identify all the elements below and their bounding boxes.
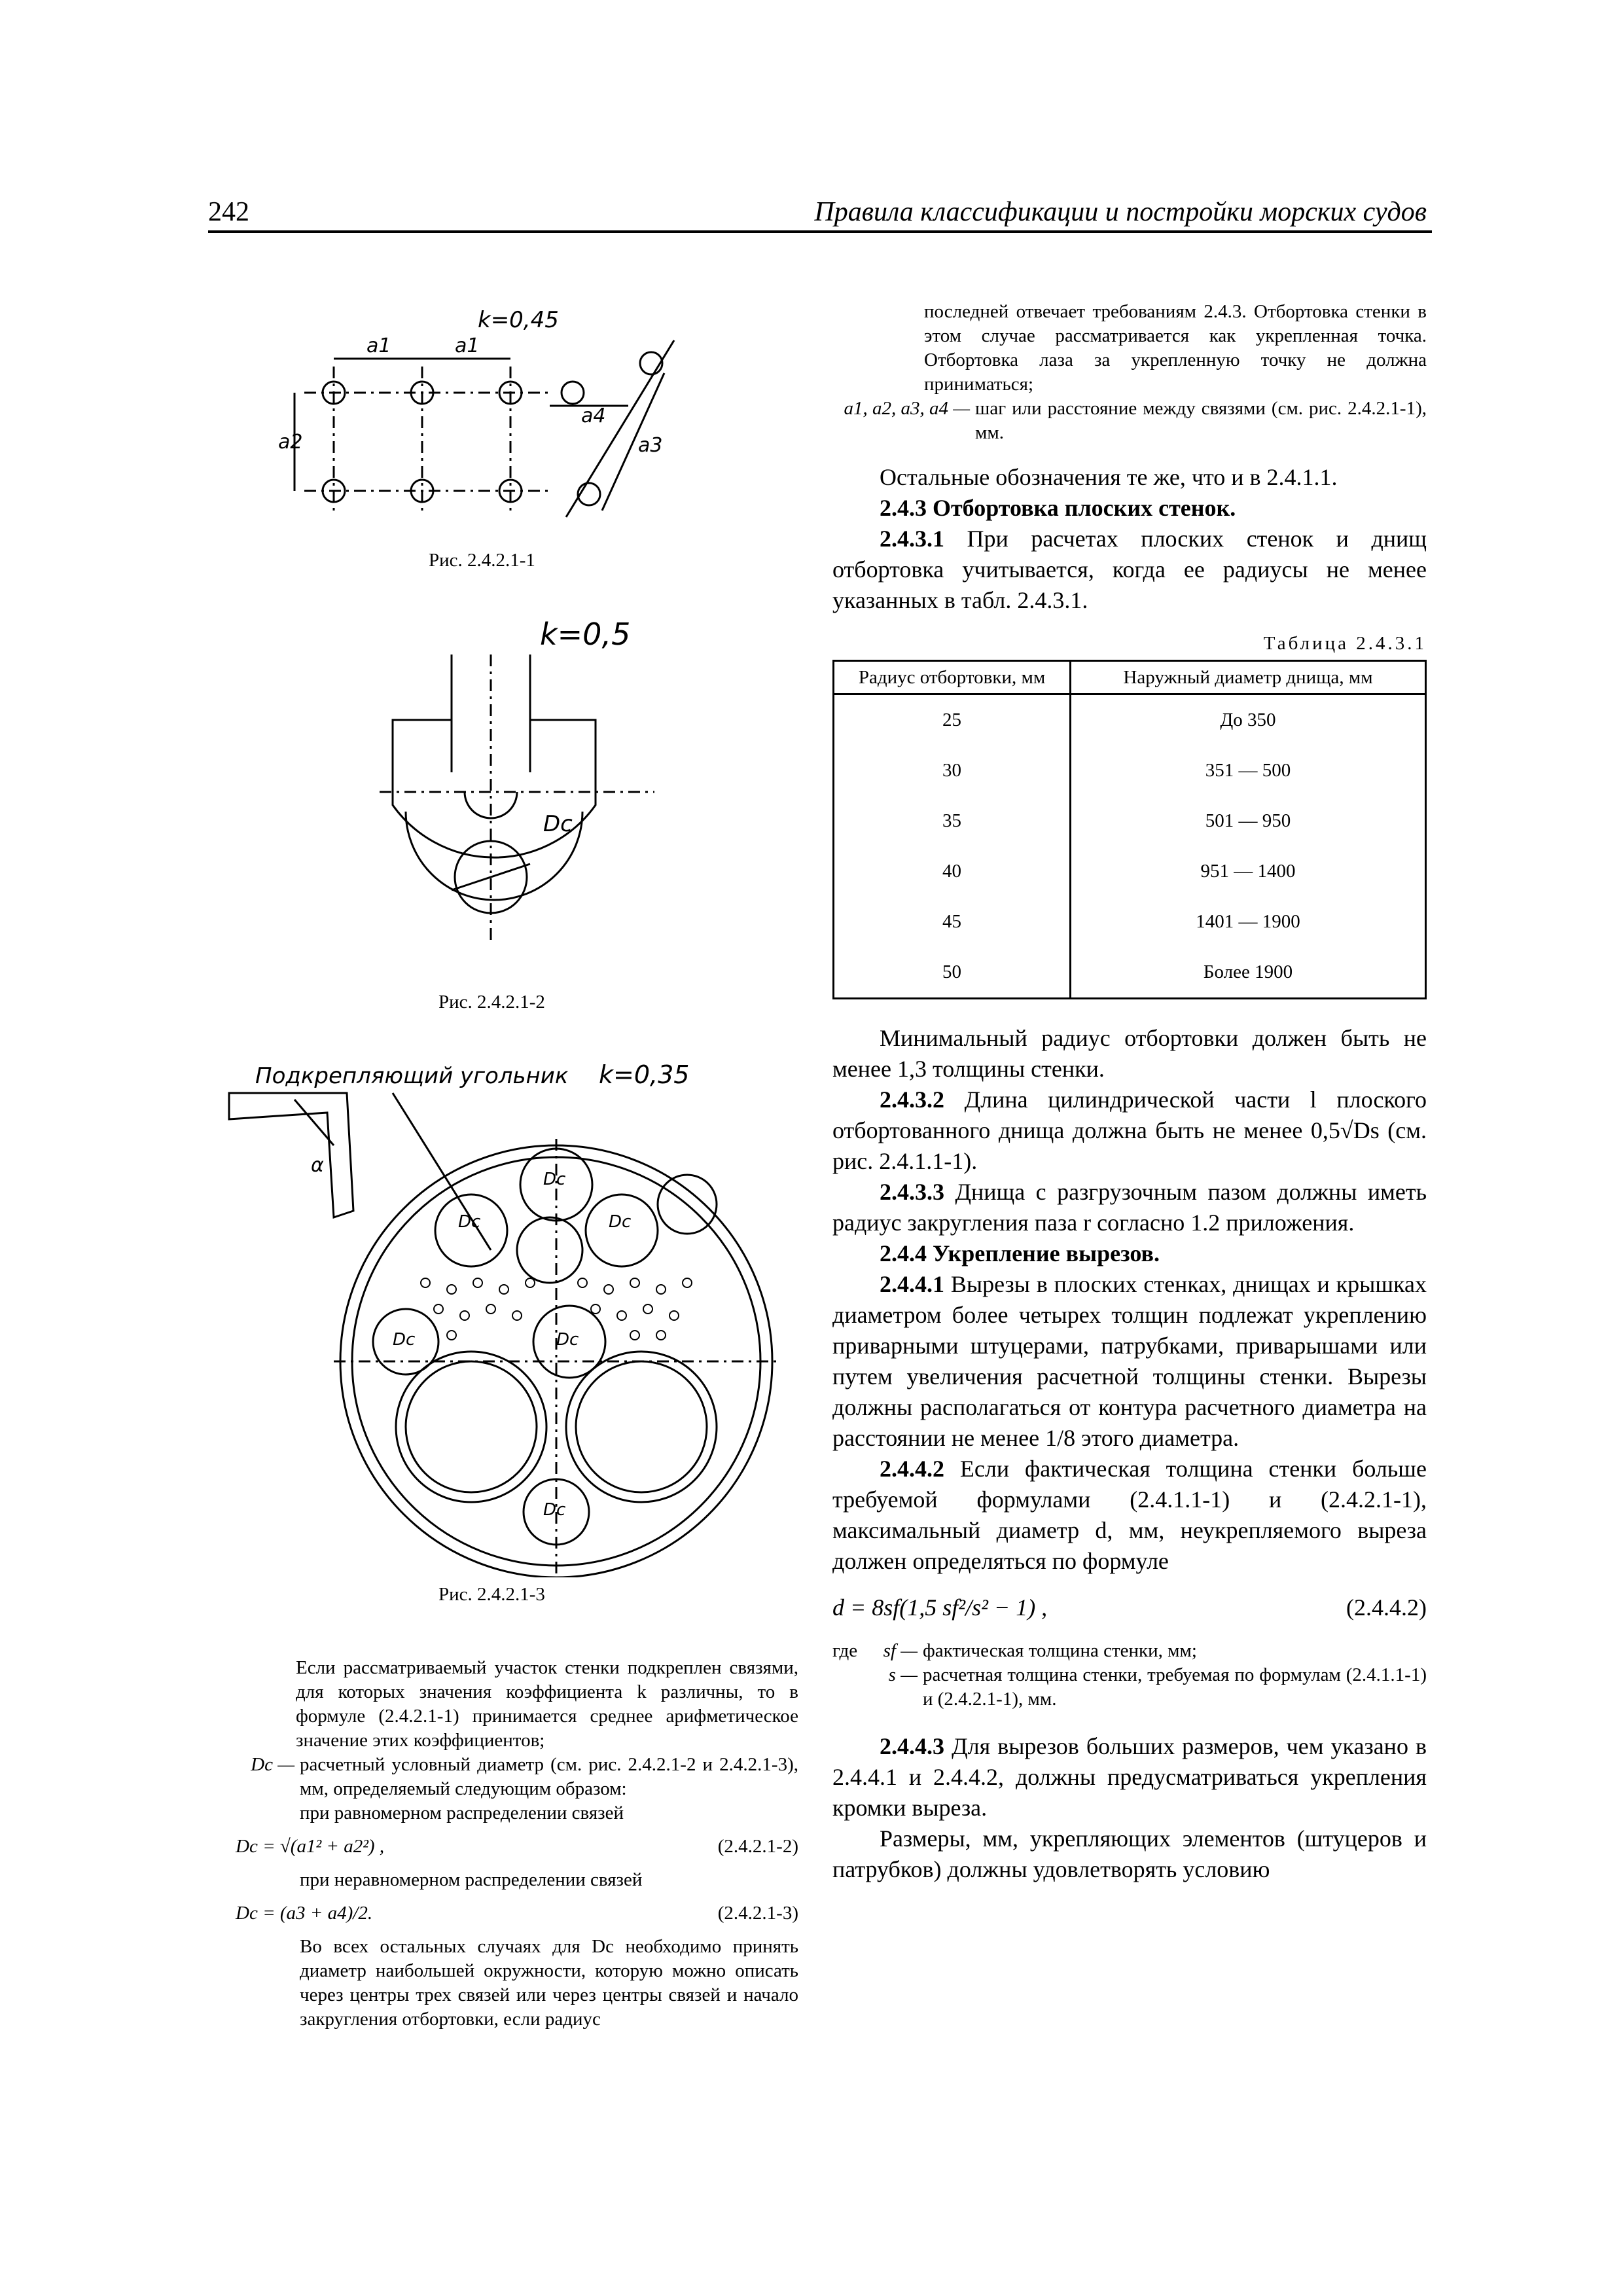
min-radius-text: Минимальный радиус отбортовки должен быть не менее 1,3 толщины стенки. <box>832 1025 1427 1082</box>
fig3-k-label: k=0,35 <box>599 1060 690 1089</box>
table-row <box>834 694 1426 746</box>
right-text-block <box>832 300 1427 1885</box>
para-2-4-4-1-text: Вырезы в плоских стенках, днищах и крышках диаметром более четырех толщин подлежат укреплению приварными штуцерами, патрубками, приварышами или путем увеличения расчетной толщины стенки. Вырезы должны располагаться от контура расчетного диаметра на расстоянии не менее 1/8 этого диаметра. <box>832 1271 1427 1451</box>
table-cell: До 350 <box>1071 694 1426 746</box>
table-row <box>834 846 1426 897</box>
sf-definition-text: фактическая толщина стенки, мм; <box>923 1640 1197 1661</box>
table-cell: 351 — 500 <box>1071 745 1426 796</box>
dc-symbol: Dc — <box>251 1754 294 1775</box>
fig3-alpha: α <box>311 1154 324 1177</box>
fig1-a3: a3 <box>638 434 663 457</box>
a-definition-text: шаг или расстояние между связями (см. рис. 2.4.2.1-1), мм. <box>975 398 1427 443</box>
para-2-4-4-2 <box>832 1454 1427 1577</box>
figure-2-4-2-1-1 <box>275 301 746 550</box>
para-2-4-3-2 <box>832 1085 1427 1177</box>
eq1-number: (2.4.2.1-2) <box>717 1836 798 1857</box>
other-notation: Остальные обозначения те же, что и в 2.4.1.1. <box>880 464 1338 490</box>
table-cell: 45 <box>834 897 1071 947</box>
table-cell: 951 — 1400 <box>1071 846 1426 897</box>
figure-2-4-2-1-3 <box>216 1054 792 1577</box>
fig3-dc-4: Dc <box>556 1330 579 1350</box>
a-symbols: a1, a2, a3, a4 — <box>844 398 970 419</box>
table-cell: 25 <box>834 694 1071 746</box>
fig1-a1-right: a1 <box>455 334 480 357</box>
para-2-4-3-1-text: При расчетах плоских стенок и днищ отбортовка учитывается, когда ее радиусы не менее указанных в табл. 2.4.3.1. <box>832 526 1427 613</box>
table-cell: 501 — 950 <box>1071 796 1426 846</box>
fig1-caption: Рис. 2.4.2.1-1 <box>429 550 535 571</box>
heading-2-4-4: 2.4.4 Укрепление вырезов. <box>880 1240 1160 1266</box>
fig1-k-label: k=0,45 <box>478 307 559 333</box>
uniform-text: при равномерном распределении связей <box>300 1803 624 1823</box>
table-header-diameter: Наружный диаметр днища, мм <box>1071 661 1426 694</box>
sf-symbol: sf — <box>883 1640 918 1661</box>
table-row <box>834 745 1426 796</box>
para-2-4-4-1-number: 2.4.4.1 <box>880 1271 944 1297</box>
table-cell: 30 <box>834 745 1071 796</box>
para-2-4-3-2-text: Длина цилиндрической части l плоского отбортованного днища должна быть не менее 0,5√Ds (см. рис. 2.4.1.1-1). <box>832 1086 1427 1174</box>
para-2-4-3-1 <box>832 524 1427 616</box>
heading-2-4-3: 2.4.3 Отбортовка плоских стенок. <box>880 495 1236 521</box>
para-2-4-4-3-number: 2.4.4.3 <box>880 1733 944 1759</box>
fig1-a4: a4 <box>581 404 606 427</box>
eq3-formula: d = 8sf(1,5 sf²/s² − 1) , <box>832 1594 1048 1621</box>
para-2-4-4-1 <box>832 1269 1427 1454</box>
sf-definition <box>832 1639 1427 1663</box>
table-cell: 40 <box>834 846 1071 897</box>
para-2-4-4-2-number: 2.4.4.2 <box>880 1456 944 1482</box>
eq3-number: (2.4.4.2) <box>1346 1594 1427 1621</box>
nonuniform-text: при неравномерном распределении связей <box>300 1869 643 1890</box>
s-definition <box>832 1663 1427 1712</box>
table-row <box>834 897 1426 947</box>
sizes-paragraph: Размеры, мм, укрепляющих элементов (штуцеров и патрубков) должны удовлетворять условию <box>832 1825 1427 1882</box>
para-2-4-4-3-text: Для вырезов больших размеров, чем указано в 2.4.4.1 и 2.4.4.2, должны предусматриваться укрепления кромки выреза. <box>832 1733 1427 1821</box>
a-definition <box>832 397 1427 445</box>
para-2-4-4-3 <box>832 1731 1427 1823</box>
s-symbol: s — <box>888 1664 918 1685</box>
fig3-dc-3: Dc <box>609 1212 632 1232</box>
table-cell: 1401 — 1900 <box>1071 897 1426 947</box>
fig3-caption: Рис. 2.4.2.1-3 <box>438 1584 545 1605</box>
para-2-4-3-3 <box>832 1177 1427 1238</box>
fig3-dc-1: Dc <box>458 1212 481 1232</box>
where-word: где <box>832 1640 858 1661</box>
para-2-4-3-3-number: 2.4.3.3 <box>880 1179 944 1205</box>
equation-2-4-2-1-3 <box>236 1901 798 1926</box>
para-2-4-3-2-number: 2.4.3.2 <box>880 1086 944 1113</box>
table-row <box>834 947 1426 999</box>
fig2-dc: Dc <box>543 811 573 837</box>
fig3-dc-5: Dc <box>393 1330 416 1350</box>
fig3-dc-6: Dc <box>543 1500 566 1520</box>
eq1-formula: Dc = √(a1² + a2²) , <box>236 1836 385 1857</box>
right-continuation: последней отвечает требованиям 2.4.3. Отбортовка стенки в этом случае рассматривается как укрепленная точка. Отбортовка лаза за укрепленную точку не должна приниматься; <box>924 301 1427 395</box>
table-row <box>834 796 1426 846</box>
figure-2-4-2-1-2 <box>366 615 668 956</box>
table-2-4-3-1 <box>832 660 1427 999</box>
header-rule <box>208 230 1432 233</box>
s-definition-text: расчетная толщина стенки, требуемая по формулам (2.4.1.1-1) и (2.4.2.1-1), мм. <box>923 1664 1427 1710</box>
para-2-4-4-2-text: Если фактическая толщина стенки больше требуемой формулами (2.4.1.1-1) и (2.4.2.1-1), максимальный диаметр d, мм, неукрепляемого выреза должен определяться по формуле <box>832 1456 1427 1574</box>
equation-2-4-4-2 <box>832 1592 1427 1623</box>
para-2-4-3-3-text: Днища с разгрузочным пазом должны иметь радиус закругления паза r согласно 1.2 приложения. <box>832 1179 1427 1236</box>
left-text-block <box>236 1656 798 2032</box>
fig1-a1-left: a1 <box>366 334 391 357</box>
equation-2-4-2-1-2 <box>236 1835 798 1859</box>
eq2-formula: Dc = (a3 + a4)/2. <box>236 1903 373 1924</box>
eq2-number: (2.4.2.1-3) <box>717 1903 798 1924</box>
table-cell: 50 <box>834 947 1071 999</box>
table-label: Таблица 2.4.3.1 <box>1263 633 1427 654</box>
page-number: 242 <box>208 197 249 227</box>
left-para-other-cases: Во всех остальных случаях для Dc необходимо принять диаметр наибольшей окружности, которую можно описать через центры трех связей или через центры связей и начало закругления отбортовки, если радиус <box>300 1936 798 2030</box>
para-2-4-3-1-number: 2.4.3.1 <box>880 526 944 552</box>
running-title: Правила классификации и постройки морских судов <box>814 197 1427 227</box>
dc-definition-text: расчетный условный диаметр (см. рис. 2.4.2.1-2 и 2.4.2.1-3), мм, определяемый следующим образом: <box>300 1754 798 1799</box>
dc-definition <box>236 1753 798 1801</box>
table-header-row <box>834 661 1426 694</box>
fig1-a2: a2 <box>278 431 303 454</box>
fig3-angle-title: Подкрепляющий угольник <box>255 1063 569 1089</box>
fig3-dc-2: Dc <box>543 1170 566 1189</box>
fig2-caption: Рис. 2.4.2.1-2 <box>438 992 545 1013</box>
fig2-k-label: k=0,5 <box>540 617 631 652</box>
table-cell: 35 <box>834 796 1071 846</box>
table-cell: Более 1900 <box>1071 947 1426 999</box>
left-para-coefficient: Если рассматриваемый участок стенки подкреплен связями, для которых значения коэффициента k различны, то в формуле (2.4.2.1-1) принимается среднее арифметическое значение этих коэффициентов; <box>296 1657 798 1751</box>
table-header-radius: Радиус отбортовки, мм <box>834 661 1071 694</box>
